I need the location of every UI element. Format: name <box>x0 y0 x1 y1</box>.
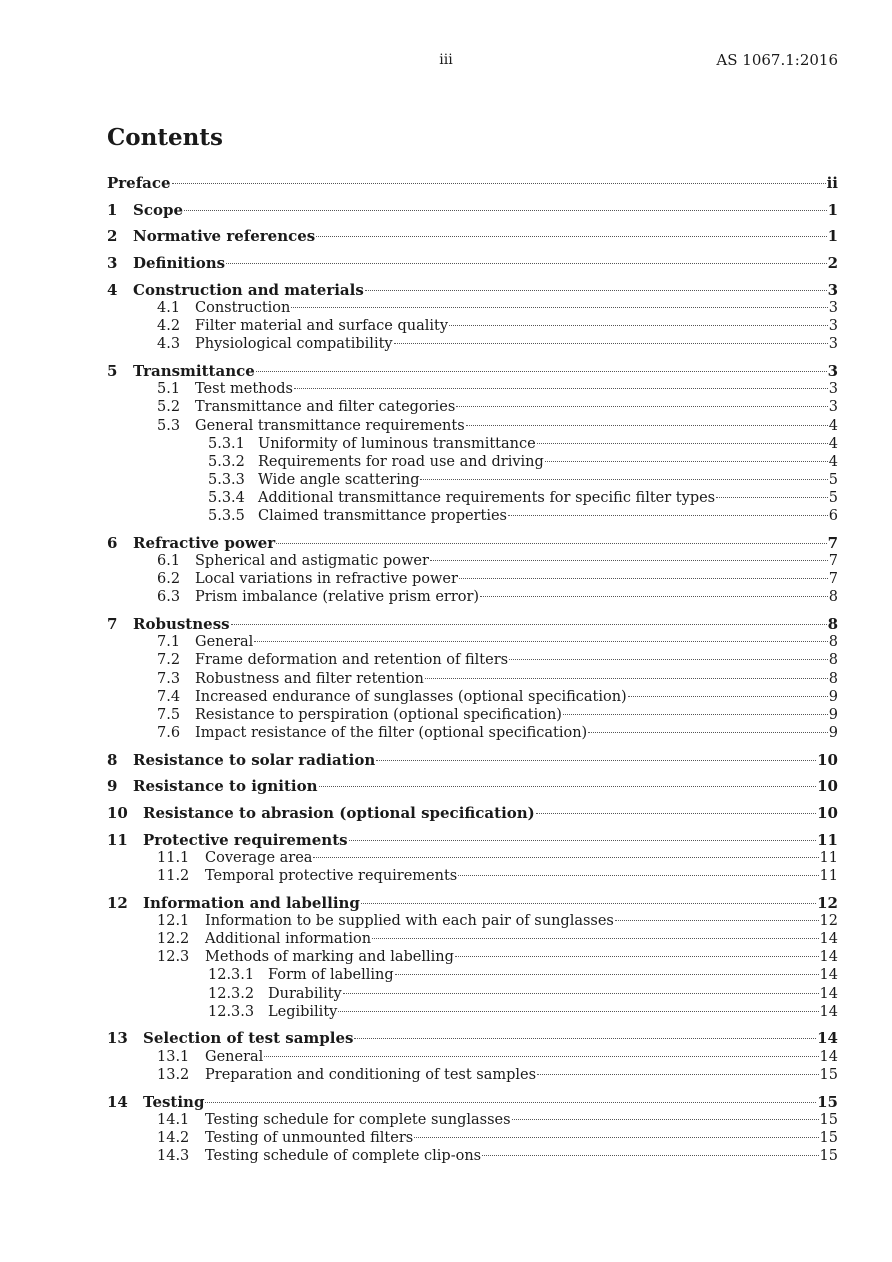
toc-entry-number: 5.3.1 <box>208 435 245 452</box>
dot-leader <box>264 1056 818 1057</box>
toc-entry-title: Selection of test samples <box>143 1029 354 1048</box>
dot-leader <box>294 388 828 389</box>
toc-entry-page: 4 <box>828 417 838 434</box>
dot-leader <box>226 263 827 264</box>
toc-entry[interactable] <box>107 912 838 930</box>
toc-entry-number: 5 <box>107 362 118 381</box>
toc-entry-title: Normative references <box>133 227 316 246</box>
toc-entry-page: 3 <box>828 399 838 416</box>
dot-leader <box>536 813 816 814</box>
toc-entry-number: 12.2 <box>157 931 190 948</box>
toc-entry[interactable] <box>107 651 838 669</box>
toc-entry[interactable] <box>107 281 838 299</box>
toc-entry-page: 5 <box>828 471 838 488</box>
toc-entry-number: 5.3.5 <box>208 508 245 525</box>
toc-entry-page: 2 <box>827 254 838 273</box>
toc-entry-title: Resistance to ignition <box>133 777 318 796</box>
toc-entry-number: 7 <box>107 615 118 634</box>
dot-leader <box>376 760 816 761</box>
dot-leader <box>545 461 828 462</box>
dot-leader <box>537 443 828 444</box>
toc-entry-title: Construction <box>195 300 291 317</box>
toc-entry-title: Coverage area <box>205 850 313 867</box>
toc-entry-page: 10 <box>817 750 838 769</box>
toc-entry[interactable] <box>107 1066 838 1084</box>
toc-entry-title: General <box>195 634 254 651</box>
toc-entry-title: Impact resistance of the filter (optional specification) <box>195 724 588 741</box>
toc-entry-page: 3 <box>828 300 838 317</box>
toc-entry[interactable] <box>107 1093 838 1111</box>
toc-entry-page: 10 <box>817 804 838 823</box>
toc-entry-page: 3 <box>828 318 838 335</box>
toc-entry-number: 7.4 <box>157 688 181 705</box>
toc-entry[interactable] <box>107 254 838 272</box>
toc-entry-title: Testing schedule of complete clip-ons <box>205 1147 482 1164</box>
dot-leader <box>628 696 828 697</box>
toc-entry-number: 5.2 <box>157 399 181 416</box>
toc-entry-title: Transmittance <box>133 362 255 381</box>
toc-entry-page: 9 <box>828 724 838 741</box>
dot-leader <box>414 1137 818 1138</box>
toc-entry-title: General <box>205 1048 264 1065</box>
toc-entry[interactable] <box>107 380 838 398</box>
toc-entry-number: 7.6 <box>157 724 181 741</box>
toc-entry-page: 14 <box>819 1003 838 1020</box>
toc-entry-page: 14 <box>819 1048 838 1065</box>
toc-entry-title: Definitions <box>133 254 226 273</box>
toc-entry-title: Spherical and astigmatic power <box>195 553 429 570</box>
toc-entry-number: 12.3.3 <box>208 1003 255 1020</box>
toc-entry-title: Information to be supplied with each pair of sunglasses <box>205 913 614 930</box>
toc-entry-title: Resistance to perspiration (optional specification) <box>195 706 562 723</box>
toc-entry[interactable] <box>107 724 838 742</box>
dot-leader <box>615 920 819 921</box>
dot-leader <box>343 993 819 994</box>
toc-entry-page: 14 <box>819 931 838 948</box>
toc-entry[interactable] <box>107 174 838 192</box>
toc-entry-number: 2 <box>107 227 118 246</box>
dot-leader <box>254 641 827 642</box>
toc-entry[interactable] <box>107 227 838 245</box>
toc-entry-page: 7 <box>827 533 838 552</box>
toc-entry-number: 5.1 <box>157 381 181 398</box>
toc-entry-title: Robustness and filter retention <box>195 670 424 687</box>
dot-leader <box>455 956 819 957</box>
toc-entry-number: 11 <box>107 830 128 849</box>
toc-entry[interactable] <box>107 201 838 219</box>
toc-entry-title: Test methods <box>195 381 293 398</box>
toc-entry[interactable] <box>107 417 838 435</box>
toc-entry[interactable] <box>107 534 838 552</box>
toc-entry-title: Information and labelling <box>143 893 360 912</box>
toc-entry[interactable] <box>107 751 838 769</box>
dot-leader <box>420 479 827 480</box>
toc-entry-page: 11 <box>819 868 838 885</box>
toc-entry-number: 6.1 <box>157 553 181 570</box>
dot-leader <box>480 596 828 597</box>
toc-entry-number: 9 <box>107 777 118 796</box>
dot-leader <box>319 786 817 787</box>
toc-entry[interactable] <box>107 317 838 335</box>
toc-entry[interactable] <box>107 777 838 795</box>
dot-leader <box>205 1102 816 1103</box>
toc-entry-number: 12.3.2 <box>208 985 255 1002</box>
dot-leader <box>430 560 828 561</box>
toc-entry-number: 4.1 <box>157 300 181 317</box>
dot-leader <box>365 290 827 291</box>
toc-entry[interactable] <box>107 831 838 849</box>
dot-leader <box>172 183 826 184</box>
toc-entry[interactable] <box>107 570 838 588</box>
toc-entry-page: 10 <box>817 777 838 796</box>
dot-leader <box>316 236 826 237</box>
dot-leader <box>509 659 828 660</box>
toc-entry-page: 14 <box>819 985 838 1002</box>
toc-entry-page: 8 <box>828 589 838 606</box>
dot-leader <box>394 343 828 344</box>
toc-entry-page: 11 <box>817 830 838 849</box>
dot-leader <box>425 678 828 679</box>
toc-entry[interactable] <box>107 985 838 1003</box>
toc-entry[interactable] <box>107 1111 838 1129</box>
dot-leader <box>449 325 828 326</box>
dot-leader <box>459 578 828 579</box>
toc-entry-number: 7.1 <box>157 634 181 651</box>
toc-entry[interactable] <box>107 588 838 606</box>
dot-leader <box>276 543 826 544</box>
dot-leader <box>338 1011 818 1012</box>
toc-entry-number: 6 <box>107 533 118 552</box>
toc-entry-title: Form of labelling <box>268 967 394 984</box>
toc-entry-number: 6.2 <box>157 571 181 588</box>
dot-leader <box>313 857 818 858</box>
dot-leader <box>354 1038 816 1039</box>
toc-entry[interactable] <box>107 299 838 317</box>
toc-entry-page: 15 <box>819 1111 838 1128</box>
toc-entry-title: Additional transmittance requirements for specific filter types <box>258 490 716 507</box>
toc-entry-title: General transmittance requirements <box>195 417 465 434</box>
dot-leader <box>395 974 819 975</box>
toc-entry-number: 5.3 <box>157 417 181 434</box>
dot-leader <box>508 515 828 516</box>
toc-entry-number: 12.3 <box>157 949 190 966</box>
toc-entry-title: Wide angle scattering <box>258 471 420 488</box>
toc-entry-page: 7 <box>828 553 838 570</box>
dot-leader <box>537 1074 818 1075</box>
toc-entry-page: 12 <box>817 893 838 912</box>
toc-entry-page: 8 <box>827 615 838 634</box>
dot-leader <box>588 732 828 733</box>
toc-entry-number: 11.2 <box>157 868 190 885</box>
toc-entry-title: Scope <box>133 200 184 219</box>
toc-entry[interactable] <box>107 894 838 912</box>
toc-entry-number: 5.3.4 <box>208 490 245 507</box>
toc-entry-page: 15 <box>819 1129 838 1146</box>
toc-entry-title: Requirements for road use and driving <box>258 453 544 470</box>
toc-entry-title: Preparation and conditioning of test samples <box>205 1066 537 1083</box>
toc-entry-number: 13.1 <box>157 1048 190 1065</box>
toc-entry-number: 4.3 <box>157 336 181 353</box>
toc-entry-title: Additional information <box>205 931 372 948</box>
toc-entry-page: 8 <box>828 634 838 651</box>
toc-entry-title: Refractive power <box>133 533 276 552</box>
toc-entry-title: Resistance to abrasion (optional specification) <box>143 804 535 823</box>
toc-entry-title: Temporal protective requirements <box>205 868 458 885</box>
toc-entry[interactable] <box>107 849 838 867</box>
toc-entry[interactable] <box>107 804 838 822</box>
toc-entry-number: 12 <box>107 893 128 912</box>
toc-entry-page: 4 <box>828 435 838 452</box>
toc-entry-title: Claimed transmittance properties <box>258 508 507 525</box>
toc-entry-title: Filter material and surface quality <box>195 318 449 335</box>
dot-leader <box>291 307 827 308</box>
toc-entry[interactable] <box>107 398 838 416</box>
toc-entry-number: 8 <box>107 750 118 769</box>
toc-entry-page: 12 <box>819 913 838 930</box>
dot-leader <box>482 1155 818 1156</box>
toc-entry[interactable] <box>107 1129 838 1147</box>
toc-entry[interactable] <box>107 966 838 984</box>
toc-entry-page: 11 <box>819 850 838 867</box>
dot-leader <box>231 624 827 625</box>
dot-leader <box>563 714 828 715</box>
toc-entry-page: 5 <box>828 490 838 507</box>
toc-entry-number: 4.2 <box>157 318 181 335</box>
toc-entry[interactable] <box>107 1003 838 1021</box>
toc-entry-number: 14.3 <box>157 1147 190 1164</box>
toc-entry-page: 9 <box>828 706 838 723</box>
dot-leader <box>512 1119 819 1120</box>
toc-entry-title: Robustness <box>133 615 230 634</box>
toc-entry[interactable] <box>107 633 838 651</box>
toc-entry[interactable] <box>107 489 838 507</box>
dot-leader <box>466 425 828 426</box>
standard-designation: AS 1067.1:2016 <box>716 51 838 69</box>
toc-entry-page: 1 <box>827 200 838 219</box>
toc-entry-page: 8 <box>828 652 838 669</box>
toc-entry-number: 7.3 <box>157 670 181 687</box>
toc-entry-number: 12.3.1 <box>208 967 255 984</box>
toc-entry-number: 7.2 <box>157 652 181 669</box>
toc-entry-page: 8 <box>828 670 838 687</box>
toc-entry-title: Methods of marking and labelling <box>205 949 454 966</box>
toc-entry[interactable] <box>107 362 838 380</box>
toc-entry-page: 15 <box>819 1066 838 1083</box>
toc-entry-title: Local variations in refractive power <box>195 571 458 588</box>
toc-entry-page: 6 <box>828 508 838 525</box>
dot-leader <box>716 497 828 498</box>
toc-entry[interactable] <box>107 471 838 489</box>
page-number: iii <box>439 52 453 68</box>
toc-entry-number: 13 <box>107 1029 128 1048</box>
toc-entry-title: Legibility <box>268 1003 338 1020</box>
toc-entry-number: 3 <box>107 254 118 273</box>
toc-entry-number: 10 <box>107 804 128 823</box>
page-title: Contents <box>107 124 223 151</box>
toc-entry-title: Frame deformation and retention of filters <box>195 652 509 669</box>
toc-entry-page: 3 <box>827 280 838 299</box>
toc-entry-number: 12.1 <box>157 913 190 930</box>
dot-leader <box>184 210 827 211</box>
toc-entry[interactable] <box>107 1147 838 1165</box>
toc-entry[interactable] <box>107 552 838 570</box>
toc-entry-title: Testing of unmounted filters <box>205 1129 414 1146</box>
toc-entry-title: Increased endurance of sunglasses (optional specification) <box>195 688 627 705</box>
dot-leader <box>456 406 827 407</box>
toc-entry[interactable] <box>107 1029 838 1047</box>
toc-entry-page: 9 <box>828 688 838 705</box>
toc-entry-title: Uniformity of luminous transmittance <box>258 435 536 452</box>
toc-entry-page: 3 <box>828 381 838 398</box>
toc-entry-title: Physiological compatibility <box>195 336 393 353</box>
dot-leader <box>372 938 819 939</box>
toc-entry-title: Resistance to solar radiation <box>133 750 376 769</box>
toc-entry-page: 14 <box>819 967 838 984</box>
toc-entry-number: 11.1 <box>157 850 190 867</box>
toc-entry-number: 5.3.3 <box>208 471 245 488</box>
toc-entry-title: Durability <box>268 985 342 1002</box>
toc-entry-title: Testing <box>143 1092 205 1111</box>
toc-entry-number: 13.2 <box>157 1066 190 1083</box>
toc-entry-page: 15 <box>819 1147 838 1164</box>
table-of-contents <box>107 174 838 1165</box>
toc-entry-number: 6.3 <box>157 589 181 606</box>
toc-entry[interactable] <box>107 615 838 633</box>
toc-entry-title: Preface <box>107 174 171 192</box>
toc-entry-title: Protective requirements <box>143 830 348 849</box>
toc-entry-title: Prism imbalance (relative prism error) <box>195 589 480 606</box>
toc-entry[interactable] <box>107 867 838 885</box>
toc-entry-number: 14.2 <box>157 1129 190 1146</box>
toc-entry[interactable] <box>107 706 838 724</box>
toc-entry-title: Transmittance and filter categories <box>195 399 456 416</box>
toc-entry-page: 14 <box>819 949 838 966</box>
toc-entry[interactable] <box>107 688 838 706</box>
dot-leader <box>349 840 817 841</box>
toc-entry-number: 1 <box>107 200 118 219</box>
toc-entry-page: ii <box>826 174 838 192</box>
toc-entry[interactable] <box>107 453 838 471</box>
toc-entry[interactable] <box>107 335 838 353</box>
toc-entry-number: 4 <box>107 280 118 299</box>
toc-entry-page: 3 <box>828 336 838 353</box>
toc-entry-number: 14 <box>107 1092 128 1111</box>
dot-leader <box>458 875 818 876</box>
toc-entry-page: 14 <box>817 1029 838 1048</box>
toc-entry-page: 1 <box>827 227 838 246</box>
dot-leader <box>256 371 827 372</box>
toc-entry[interactable] <box>107 930 838 948</box>
toc-entry-number: 14.1 <box>157 1111 190 1128</box>
toc-entry-number: 5.3.2 <box>208 453 245 470</box>
toc-entry[interactable] <box>107 670 838 688</box>
toc-entry-page: 4 <box>828 453 838 470</box>
toc-entry[interactable] <box>107 507 838 525</box>
toc-entry-number: 7.5 <box>157 706 181 723</box>
toc-entry-page: 7 <box>828 571 838 588</box>
toc-entry[interactable] <box>107 435 838 453</box>
toc-entry-title: Testing schedule for complete sunglasses <box>205 1111 511 1128</box>
toc-entry-page: 3 <box>827 362 838 381</box>
toc-entry[interactable] <box>107 1048 838 1066</box>
toc-entry[interactable] <box>107 948 838 966</box>
toc-entry-title: Construction and materials <box>133 280 364 299</box>
dot-leader <box>361 903 816 904</box>
toc-entry-page: 15 <box>817 1092 838 1111</box>
